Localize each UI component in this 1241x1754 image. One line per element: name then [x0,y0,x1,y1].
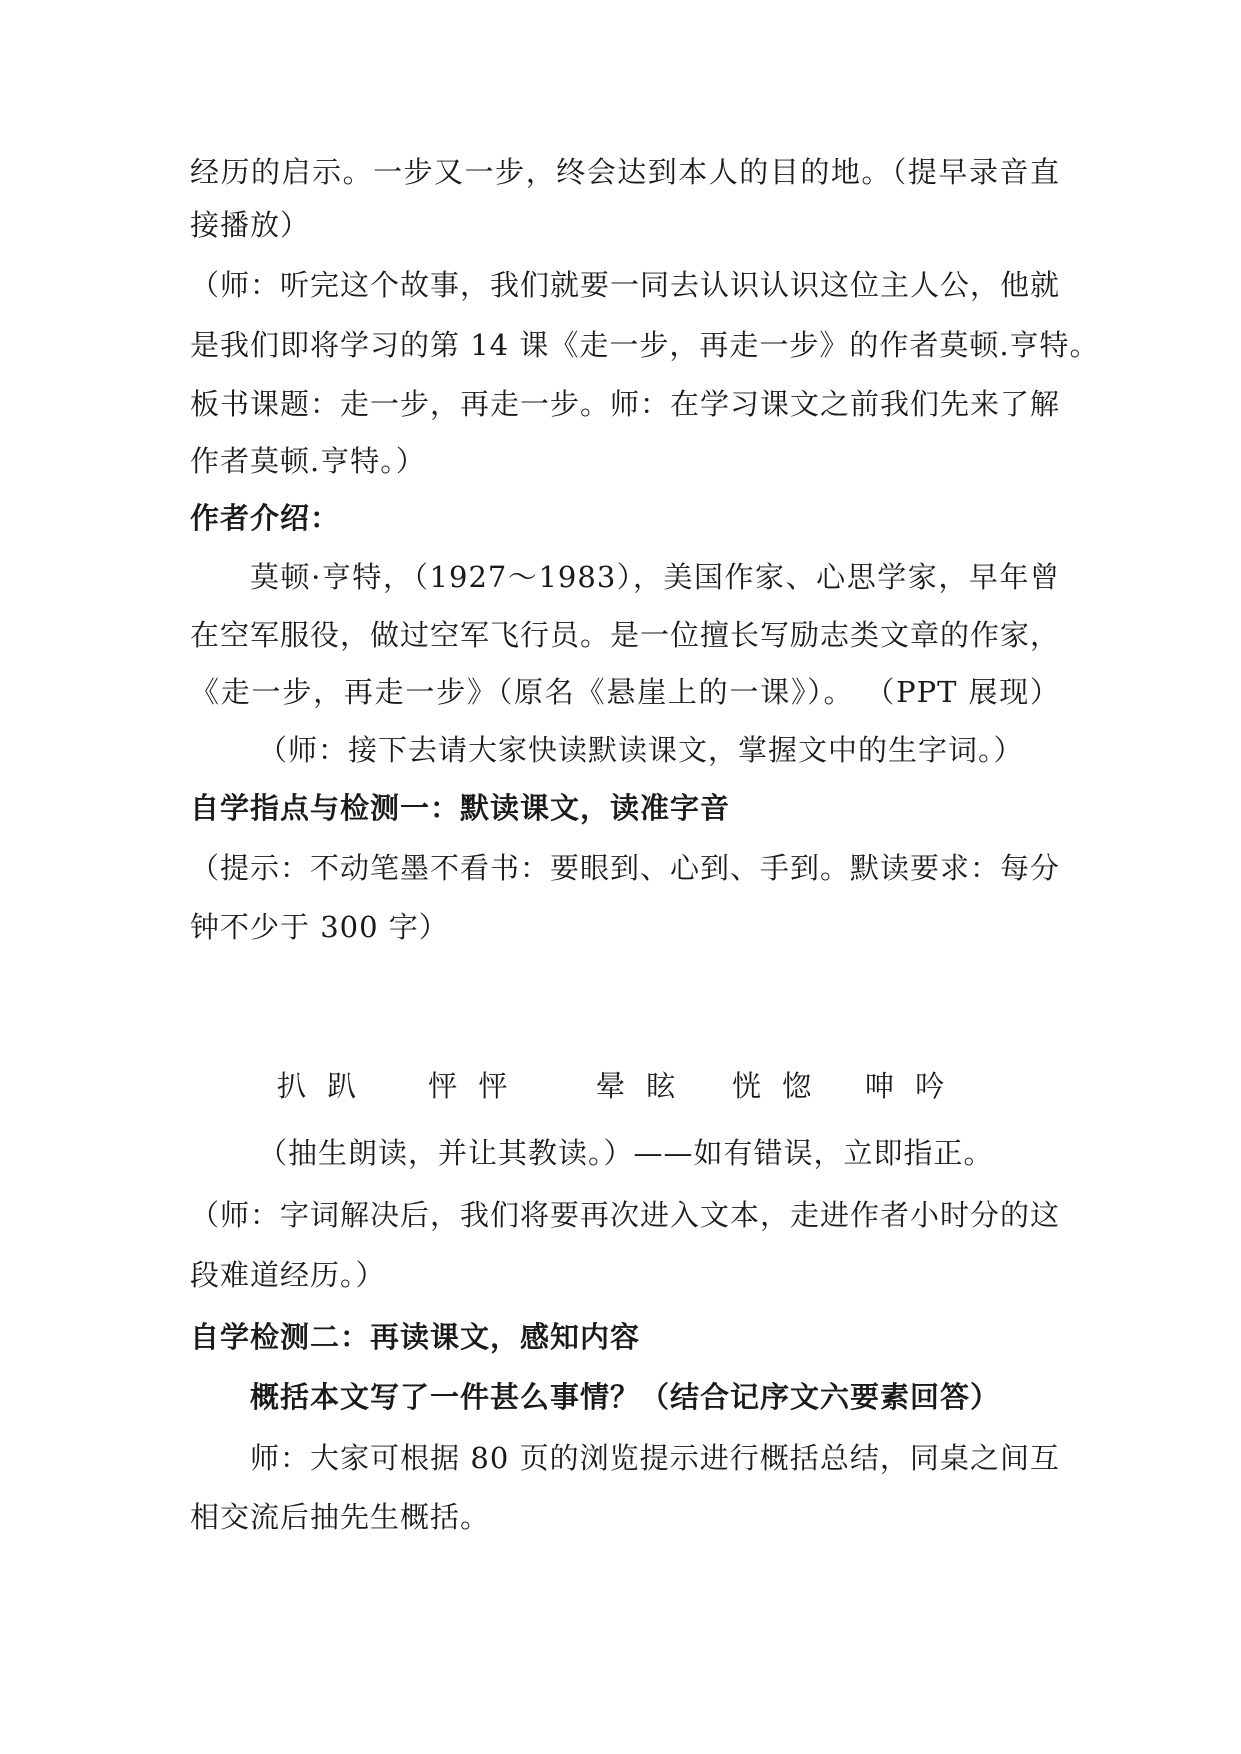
vocab-word: 怦 怦 [428,1069,514,1103]
paragraph-line: （提示：不动笔墨不看书：要眼到、心到、手到。默读要求：每分 [190,851,1061,885]
paragraph-line: 段难道经历。） [190,1258,386,1292]
section-heading-task2: 自学检测二：再读课文，感知内容 [190,1320,641,1354]
paragraph-line: 接播放） [190,208,311,242]
paragraph-line: 作者莫顿.亨特。） [190,444,426,478]
vocab-word: 晕 眩 [596,1069,682,1103]
paragraph-line: 师：大家可根据 80 页的浏览提示进行概括总结，同桌之间互 [250,1441,1060,1475]
paragraph-line: （抽生朗读，并让其教读。）——如有错误，立即指正。 [258,1136,994,1170]
paragraph-line: 钟不少于 300 字） [190,910,449,944]
paragraph-line: 板书课题：走一步，再走一步。师：在学习课文之前我们先来了解 [190,387,1061,421]
vocab-word: 恍 惚 [732,1069,818,1103]
paragraph-line: 《走一步，再走一步》（原名《悬崖上的一课》）。 （PPT 展现） [190,675,1060,709]
paragraph-line: （师：字词解决后，我们将要再次进入文本，走进作者小时分的这 [190,1198,1061,1232]
paragraph-line: （师：听完这个故事，我们就要一同去认识认识这位主人公，他就 [190,268,1061,302]
paragraph-line: 在空军服役，做过空军飞行员。是一位擅长写励志类文章的作家， [190,618,1061,652]
paragraph-line: 相交流后抽先生概括。 [190,1500,491,1534]
paragraph-line: 经历的启示。一步又一步，终会达到本人的目的地。（提早录音直 [190,155,1060,189]
question-line: 概括本文写了一件甚么事情？（结合记序文六要素回答） [250,1380,1001,1414]
section-heading-author: 作者介绍： [190,501,341,535]
paragraph-line: （师：接下去请大家快读默读课文，掌握文中的生字词。） [258,733,1024,767]
vocab-word: 呻 吟 [865,1069,951,1103]
paragraph-line: 是我们即将学习的第 14 课《走一步，再走一步》的作者莫顿.亨特。 [190,328,1100,362]
vocab-word: 扒 趴 [277,1069,363,1103]
section-heading-task1: 自学指点与检测一：默读课文，读准字音 [190,791,731,825]
paragraph-line: 莫顿·亨特，（1927～1983），美国作家、心思学家，早年曾 [250,560,1060,594]
